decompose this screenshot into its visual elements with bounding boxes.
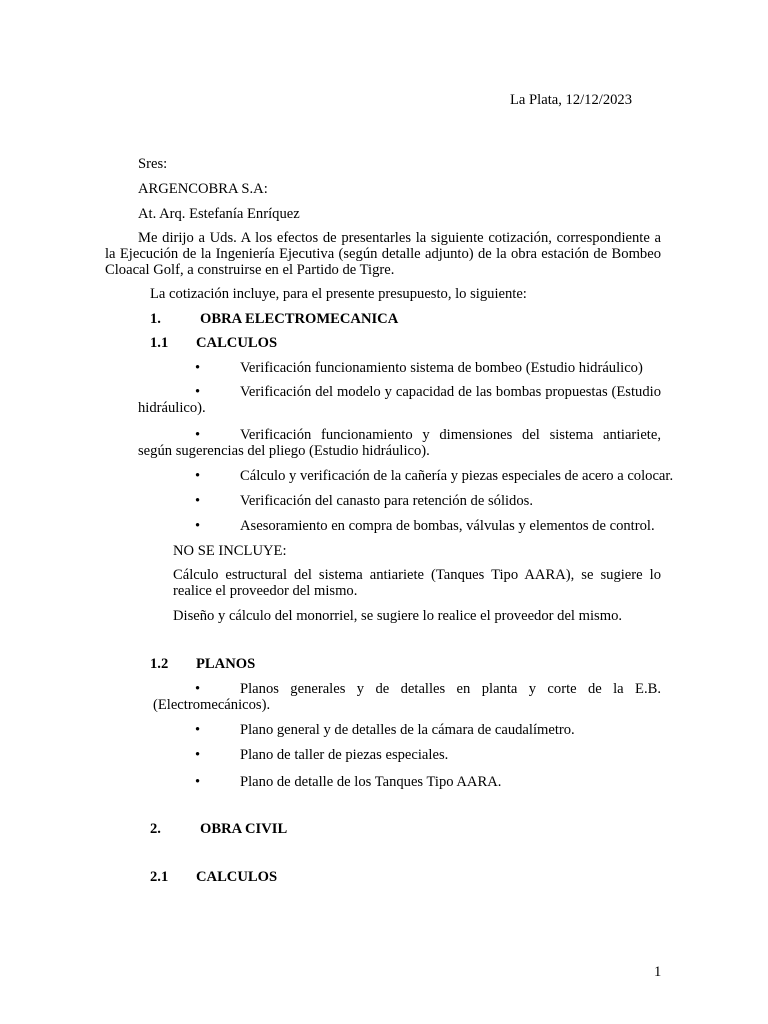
list-item: Verificación del canasto para retención de sólidos. <box>240 493 533 509</box>
sub11-number: 1.1 <box>150 335 169 351</box>
bullet-icon: • <box>195 384 201 400</box>
section2-number: 2. <box>150 821 161 837</box>
list-item: Asesoramiento en compra de bombas, válvulas y elementos de control. <box>240 518 655 534</box>
recipient-attention: At. Arq. Estefanía Enríquez <box>138 206 300 222</box>
exclusion-item: Diseño y cálculo del monorriel, se sugiere lo realice el proveedor del mismo. <box>173 608 623 624</box>
list-item: Planos generales y de detalles en planta y corte de la E.B. (Electromecánicos). <box>153 681 661 713</box>
bullet-icon: • <box>195 427 201 443</box>
bullet-icon: • <box>195 722 201 738</box>
list-item: Verificación funcionamiento sistema de bombeo (Estudio hidráulico) <box>240 360 643 376</box>
list-item: Cálculo y verificación de la cañería y piezas especiales de acero a colocar. <box>240 468 674 484</box>
section1-number: 1. <box>150 311 161 327</box>
bullet-icon: • <box>195 493 201 509</box>
sub12-number: 1.2 <box>150 656 169 672</box>
sub21-number: 2.1 <box>150 869 169 885</box>
bullet-icon: • <box>195 774 201 790</box>
bullet-icon: • <box>195 747 201 763</box>
page-number: 1 <box>654 964 662 980</box>
sub11-title: CALCULOS <box>196 335 278 351</box>
list-item: Verificación del modelo y capacidad de las bombas propuestas (Estudio hidráulico). <box>138 384 661 416</box>
place-date: La Plata, 12/12/2023 <box>510 92 633 108</box>
intro-includes: La cotización incluye, para el presente presupuesto, lo siguiente: <box>150 286 527 302</box>
salutation-sres: Sres: <box>138 156 168 172</box>
section1-title: OBRA ELECTROMECANICA <box>200 311 399 327</box>
exclusion-item: Cálculo estructural del sistema antiariete (Tanques Tipo AARA), se sugiere lo realice el proveedor del mismo. <box>173 567 661 599</box>
bullet-icon: • <box>195 518 201 534</box>
recipient-company: ARGENCOBRA S.A: <box>138 181 268 197</box>
sub21-title: CALCULOS <box>196 869 278 885</box>
list-item: Plano general y de detalles de la cámara de caudalímetro. <box>240 722 575 738</box>
list-item: Plano de detalle de los Tanques Tipo AARA. <box>240 774 502 790</box>
list-item: Verificación funcionamiento y dimensiones del sistema antiariete, según sugerencias del pliego (Estudio hidráulico). <box>138 427 661 459</box>
bullet-icon: • <box>195 360 201 376</box>
exclusions-title: NO SE INCLUYE: <box>173 543 287 559</box>
bullet-icon: • <box>195 681 201 697</box>
section2-title: OBRA CIVIL <box>200 821 288 837</box>
bullet-icon: • <box>195 468 201 484</box>
sub12-title: PLANOS <box>196 656 256 672</box>
list-item: Plano de taller de piezas especiales. <box>240 747 449 763</box>
intro-paragraph-text: Me dirijo a Uds. A los efectos de presentarles la siguiente cotización, correspondiente a la Ejecución de la Ingeniería Ejecutiva (según detalle adjunto) de la obra estación de Bombeo Cloacal Golf, a construirse en el Partido de Tigre. <box>105 230 661 278</box>
